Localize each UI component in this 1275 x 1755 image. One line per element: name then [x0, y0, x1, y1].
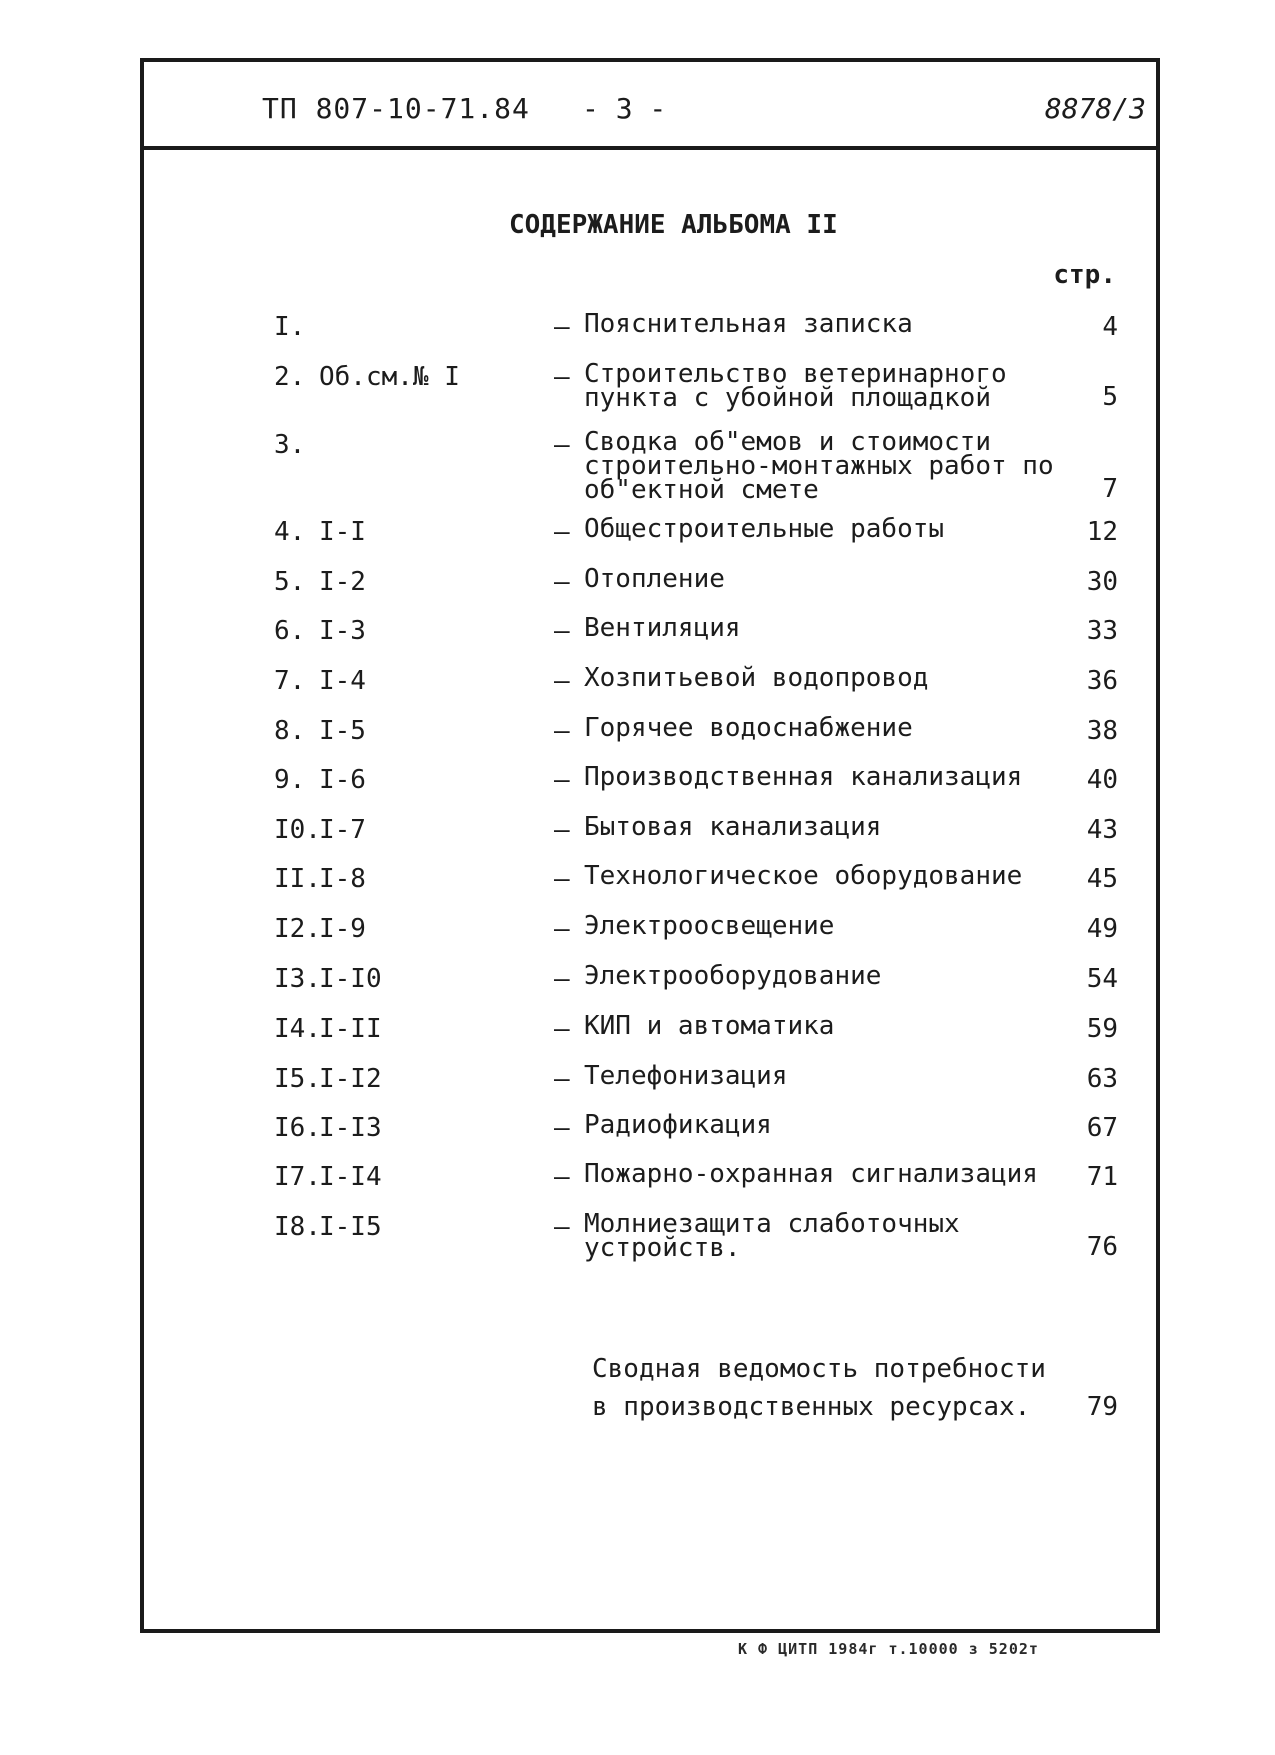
toc-item-title: Электрооборудование	[584, 961, 882, 991]
toc-item-number: II.	[274, 864, 321, 894]
toc-item-number: I5.	[274, 1064, 321, 1094]
toc-dash: –	[554, 1064, 570, 1094]
toc-dash: –	[554, 1113, 570, 1143]
toc-item-page: 54	[1086, 964, 1118, 994]
toc-item-number: 3.	[274, 430, 306, 460]
toc-dash: –	[554, 815, 570, 845]
toc-item-title: Производственная канализация	[584, 762, 1023, 792]
toc-item-number: I2.	[274, 914, 321, 944]
toc-dash: –	[554, 914, 570, 944]
toc-item-title: Отопление	[584, 564, 725, 594]
toc-item-title: Пожарно-охранная сигнализация	[584, 1159, 1038, 1189]
toc-item-title: Строительство ветеринарного пункта с убойной площадкой	[584, 359, 1007, 413]
toc-item-number: 8.	[274, 716, 306, 746]
toc-item-page: 12	[1086, 517, 1118, 547]
toc-item-title: Общестроительные работы	[584, 514, 945, 544]
toc-item-title: Бытовая канализация	[584, 812, 882, 842]
document-code: ТП 807-10-71.84	[262, 92, 530, 125]
toc-dash: –	[554, 362, 570, 392]
toc-dash: –	[554, 864, 570, 894]
toc-item-page: 30	[1086, 567, 1118, 597]
toc-item-page: 43	[1086, 815, 1118, 845]
toc-item-number: 9.	[274, 765, 306, 795]
toc-dash: –	[554, 1014, 570, 1044]
toc-item-page: 45	[1086, 864, 1118, 894]
toc-item-title: Вентиляция	[584, 613, 741, 643]
toc-dash: –	[554, 1162, 570, 1192]
toc-dash: –	[554, 716, 570, 746]
toc-item-number: I6.	[274, 1113, 321, 1143]
toc-item-number: I7.	[274, 1162, 321, 1192]
toc-item-page: 76	[1086, 1232, 1118, 1262]
toc-item-number: I0.	[274, 815, 321, 845]
toc-item-page: 59	[1086, 1014, 1118, 1044]
inventory-number: 8878/3	[1044, 92, 1146, 125]
toc-item-code: I-3	[319, 616, 366, 646]
toc-item-page: 4	[1102, 312, 1118, 342]
toc-item-code: I-I4	[319, 1162, 382, 1192]
toc-item-title: Горячее водоснабжение	[584, 713, 913, 743]
toc-item-title: Телефонизация	[584, 1061, 788, 1091]
toc-item-title: Радиофикация	[584, 1110, 772, 1140]
summary-page-number: 79	[1086, 1392, 1118, 1422]
toc-item-code: I-9	[319, 914, 366, 944]
toc-item-number: 4.	[274, 517, 306, 547]
toc-dash: –	[554, 430, 570, 460]
toc-item-page: 49	[1086, 914, 1118, 944]
toc-item-number: I4.	[274, 1014, 321, 1044]
toc-item-page: 7	[1102, 474, 1118, 504]
toc-item-code: I-I0	[319, 964, 382, 994]
toc-item-code: I-I2	[319, 1064, 382, 1094]
toc-item-title: Пояснительная записка	[584, 309, 913, 339]
toc-dash: –	[554, 1212, 570, 1242]
toc-item-title: Сводка об"емов и стоимости строительно-монтажных работ по об"ектной смете	[584, 427, 1054, 505]
page-frame	[140, 58, 1160, 1633]
toc-item-title: Технологическое оборудование	[584, 861, 1023, 891]
toc-item-page: 5	[1102, 382, 1118, 412]
toc-item-page: 36	[1086, 666, 1118, 696]
toc-item-title: Электроосвещение	[584, 911, 835, 941]
toc-item-number: I3.	[274, 964, 321, 994]
toc-item-number: 2.	[274, 362, 306, 392]
toc-item-code: I-4	[319, 666, 366, 696]
toc-item-title: Хозпитьевой водопровод	[584, 663, 929, 693]
toc-item-code: Об.см.№ I	[319, 362, 460, 392]
printer-imprint: К Ф ЦИТП 1984г т.10000 з 5202т	[738, 1640, 1039, 1658]
toc-item-page: 67	[1086, 1113, 1118, 1143]
page-title: СОДЕРЖАНИЕ АЛЬБОМА II	[509, 210, 838, 240]
toc-item-page: 40	[1086, 765, 1118, 795]
toc-dash: –	[554, 666, 570, 696]
toc-item-code: I-I	[319, 517, 366, 547]
toc-item-title: КИП и автоматика	[584, 1011, 835, 1041]
toc-item-page: 63	[1086, 1064, 1118, 1094]
toc-item-title: Молниезащита слаботочных устройств.	[584, 1209, 960, 1263]
toc-item-number: I8.	[274, 1212, 321, 1242]
toc-item-code: I-II	[319, 1014, 382, 1044]
toc-item-number: 7.	[274, 666, 306, 696]
toc-dash: –	[554, 312, 570, 342]
page-number: - 3 -	[582, 92, 667, 125]
toc-item-number: 6.	[274, 616, 306, 646]
toc-dash: –	[554, 765, 570, 795]
toc-item-number: I.	[274, 312, 306, 342]
pages-column-label: стр.	[1053, 260, 1116, 290]
summary-entry: Сводная ведомость потребности в производственных ресурсах.	[592, 1354, 1046, 1422]
toc-item-code: I-I5	[319, 1212, 382, 1242]
toc-item-number: 5.	[274, 567, 306, 597]
toc-dash: –	[554, 616, 570, 646]
toc-item-code: I-2	[319, 567, 366, 597]
toc-item-code: I-I3	[319, 1113, 382, 1143]
toc-item-code: I-6	[319, 765, 366, 795]
toc-item-page: 33	[1086, 616, 1118, 646]
toc-item-code: I-5	[319, 716, 366, 746]
toc-dash: –	[554, 964, 570, 994]
toc-item-code: I-7	[319, 815, 366, 845]
toc-dash: –	[554, 517, 570, 547]
toc-item-code: I-8	[319, 864, 366, 894]
toc-dash: –	[554, 567, 570, 597]
toc-item-page: 38	[1086, 716, 1118, 746]
toc-item-page: 71	[1086, 1162, 1118, 1192]
